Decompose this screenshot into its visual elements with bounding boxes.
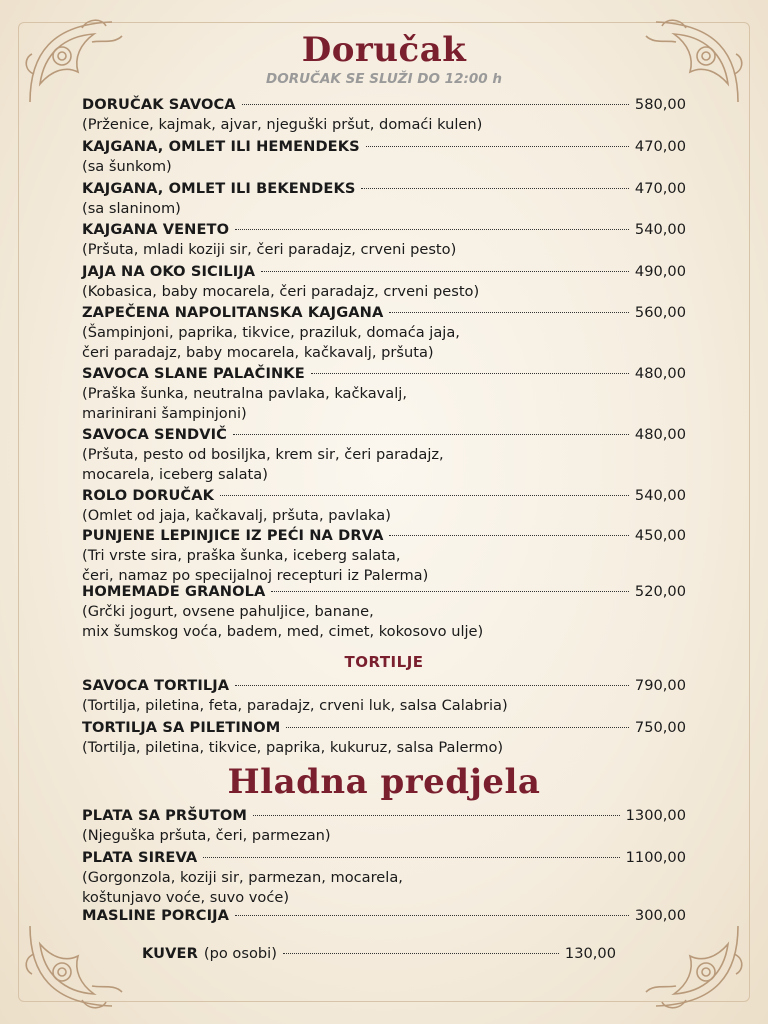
dot-leader <box>203 857 619 858</box>
menu-item-price: 450,00 <box>634 527 686 544</box>
menu-item-description: mix šumskog voća, badem, med, cimet, kokosovo ulje) <box>82 623 484 640</box>
menu-item <box>82 486 686 526</box>
menu-item-name: KAJGANA, OMLET ILI BEKENDEKS <box>82 180 356 197</box>
dot-leader <box>261 271 629 272</box>
menu-item-description: (Njeguška pršuta, čeri, parmezan) <box>82 827 331 844</box>
menu-item-name: DORUČAK SAVOCA <box>82 96 236 113</box>
dot-leader <box>311 373 629 374</box>
menu-item-description: marinirani šampinjoni) <box>82 405 247 422</box>
cover-charge-row <box>142 944 616 964</box>
menu-item-name: ZAPEČENA NAPOLITANSKA KAJGANA <box>82 304 384 321</box>
dot-leader <box>253 815 620 816</box>
section-title-dorucak: Doručak <box>301 30 467 70</box>
menu-item-name: SAVOCA SENDVIČ <box>82 426 227 443</box>
menu-item-description: (Praška šunka, neutralna pavlaka, kačkavalj, <box>82 385 407 402</box>
corner-flourish-icon <box>22 922 132 1014</box>
menu-item-price: 750,00 <box>634 719 686 736</box>
menu-item <box>82 848 686 908</box>
menu-item-name: HOMEMADE GRANOLA <box>82 583 266 600</box>
menu-item-description: (Grčki jogurt, ovsene pahuljice, banane, <box>82 603 374 620</box>
menu-item <box>82 906 686 926</box>
corner-flourish-icon <box>636 922 746 1014</box>
menu-item-price: 470,00 <box>634 138 686 155</box>
menu-item-name: SAVOCA TORTILJA <box>82 677 230 694</box>
menu-item-description: (Omlet od jaja, kačkavalj, pršuta, pavlaka) <box>82 507 391 524</box>
menu-item <box>82 526 686 586</box>
menu-item-description: (Pršuta, pesto od bosiljka, krem sir, čeri paradajz, <box>82 446 444 463</box>
dot-leader <box>389 535 628 536</box>
menu-item-price: 1300,00 <box>625 807 686 824</box>
cover-charge-label: KUVER <box>142 945 198 962</box>
menu-item <box>82 262 686 302</box>
dot-leader <box>235 915 629 916</box>
menu-item-price: 560,00 <box>634 304 686 321</box>
menu-item-description: (Kobasica, baby mocarela, čeri paradajz, crveni pesto) <box>82 283 480 300</box>
menu-item-price: 540,00 <box>634 221 686 238</box>
dot-leader <box>233 434 629 435</box>
menu-item-name: PUNJENE LEPINJICE IZ PEĆI NA DRVA <box>82 527 384 544</box>
cover-charge-note: (po osobi) <box>203 945 277 962</box>
menu-item-price: 470,00 <box>634 180 686 197</box>
menu-item-description: (Gorgonzola, koziji sir, parmezan, mocarela, <box>82 869 403 886</box>
menu-item <box>82 220 686 260</box>
menu-item-description: (Tri vrste sira, praška šunka, iceberg salata, <box>82 547 401 564</box>
menu-item-description: (Šampinjoni, paprika, tikvice, praziluk, domaća jaja, <box>82 324 460 341</box>
menu-item-name: SAVOCA SLANE PALAČINKE <box>82 365 305 382</box>
menu-item-name: KAJGANA, OMLET ILI HEMENDEKS <box>82 138 360 155</box>
menu-item <box>82 425 686 485</box>
menu-item-name: MASLINE PORCIJA <box>82 907 230 924</box>
menu-item-description: čeri, namaz po specijalnoj recepturi iz Palerma) <box>82 567 429 584</box>
section-title-hladna-predjela: Hladna predjela <box>227 762 541 802</box>
dot-leader <box>220 495 629 496</box>
dot-leader <box>235 229 629 230</box>
dot-leader <box>271 591 629 592</box>
section-heading-tortilje: TORTILJE <box>344 653 424 671</box>
menu-item-description: mocarela, iceberg salata) <box>82 466 268 483</box>
menu-item-description: (Tortilja, piletina, tikvice, paprika, kukuruz, salsa Palermo) <box>82 739 504 756</box>
dot-leader <box>283 953 559 954</box>
cover-charge-price: 130,00 <box>564 945 616 962</box>
menu-item-price: 580,00 <box>634 96 686 113</box>
menu-item-name: KAJGANA VENETO <box>82 221 230 238</box>
menu-item-name: TORTILJA SA PILETINOM <box>82 719 281 736</box>
menu-item-price: 1100,00 <box>625 849 686 866</box>
dot-leader <box>361 188 628 189</box>
menu-item <box>82 718 686 758</box>
menu-item-description: (Tortilja, piletina, feta, paradajz, crveni luk, salsa Calabria) <box>82 697 508 714</box>
menu-item-description: koštunjavo voće, suvo voće) <box>82 889 290 906</box>
menu-item <box>82 95 686 135</box>
menu-item <box>82 137 686 177</box>
menu-item-price: 480,00 <box>634 426 686 443</box>
menu-item-description: (sa šunkom) <box>82 158 172 175</box>
menu-item-description: (Prženice, kajmak, ajvar, njeguški pršut, domaći kulen) <box>82 116 483 133</box>
dot-leader <box>242 104 629 105</box>
menu-item <box>82 364 686 424</box>
menu-item-description: (sa slaninom) <box>82 200 181 217</box>
menu-item-price: 520,00 <box>634 583 686 600</box>
serving-time-note: DORUČAK SE SLUŽI DO 12:00 h <box>266 71 502 87</box>
dot-leader <box>235 685 629 686</box>
menu-item-price: 300,00 <box>634 907 686 924</box>
dot-leader <box>366 146 629 147</box>
menu-item-name: PLATA SIREVA <box>82 849 198 866</box>
menu-item-name: PLATA SA PRŠUTOM <box>82 807 248 824</box>
menu-item-description: čeri paradajz, baby mocarela, kačkavalj, pršuta) <box>82 344 434 361</box>
menu-item-price: 790,00 <box>634 677 686 694</box>
menu-item <box>82 582 686 642</box>
menu-item <box>82 303 686 363</box>
menu-item <box>82 676 686 716</box>
menu-item-name: ROLO DORUČAK <box>82 487 215 504</box>
menu-item <box>82 179 686 219</box>
menu-item-price: 490,00 <box>634 263 686 280</box>
dot-leader <box>286 727 629 728</box>
menu-item <box>82 806 686 846</box>
menu-item-price: 540,00 <box>634 487 686 504</box>
menu-item-price: 480,00 <box>634 365 686 382</box>
menu-item-description: (Pršuta, mladi koziji sir, čeri paradajz, crveni pesto) <box>82 241 457 258</box>
menu-item-name: JAJA NA OKO SICILIJA <box>82 263 256 280</box>
dot-leader <box>389 312 629 313</box>
